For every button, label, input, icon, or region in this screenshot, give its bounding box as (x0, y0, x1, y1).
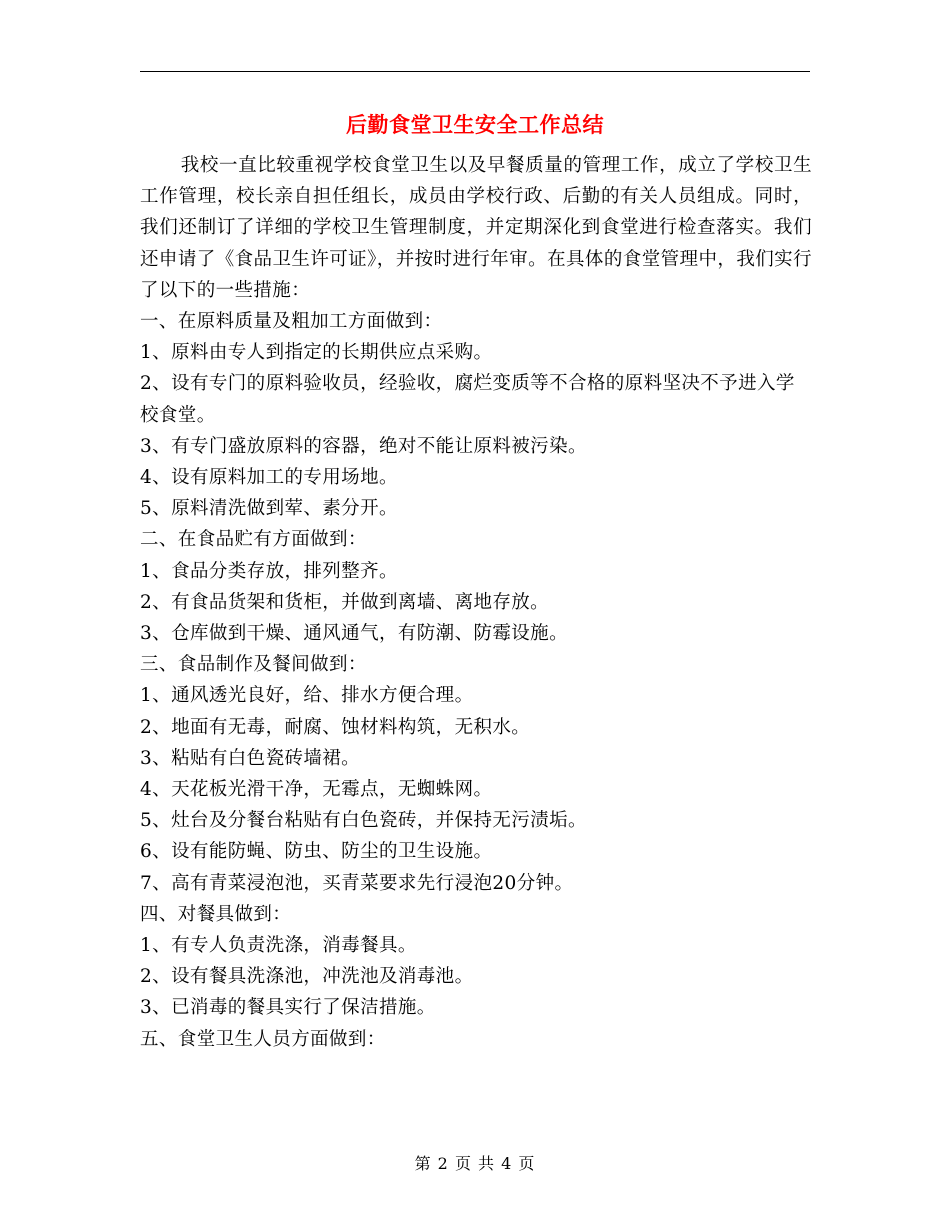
footer-prefix: 第 (414, 1154, 432, 1173)
list-item: 1、通风透光良好，给、排水方便合理。 (140, 685, 474, 707)
page-footer (0, 1152, 950, 1176)
section-heading: 二、在食品贮有方面做到： (140, 529, 367, 551)
section-heading: 四、对餐具做到： (140, 903, 292, 925)
document-body (140, 150, 812, 1055)
list-item: 3、粘贴有白色瓷砖墙裙。 (140, 747, 361, 769)
list-item: 6、设有能防蝇、防虫、防尘的卫生设施。 (140, 841, 493, 863)
list-item: 3、有专门盛放原料的容器，绝对不能让原料被污染。 (140, 435, 587, 457)
list-item: 3、已消毒的餐具实行了保洁措施。 (140, 997, 436, 1019)
header-rule (140, 71, 810, 72)
list-item: 7、高有青菜浸泡池，买青菜要求先行浸泡20分钟。 (140, 872, 574, 894)
document-title: 后勤食堂卫生安全工作总结 (346, 112, 604, 137)
list-item: 3、仓库做到干燥、通风通气，有防潮、防霉设施。 (140, 623, 568, 645)
footer-page-number: 2 (437, 1154, 449, 1173)
list-item: 5、灶台及分餐台粘贴有白色瓷砖，并保持无污渍垢。 (140, 810, 587, 832)
section-heading: 一、在原料质量及粗加工方面做到： (140, 311, 443, 333)
section-heading: 三、食品制作及餐间做到： (140, 654, 367, 676)
intro-paragraph: 我校一直比较重视学校食堂卫生以及早餐质量的管理工作，成立了学校卫生工作管理，校长亲自担任组长，成员由学校行政、后勤的有关人员组成。同时，我们还制订了详细的学校卫生管理制度，并定期深化到食堂进行检查落实。我们还申请了《食品卫生许可证》，并按时进行年审。在具体的食堂管理中，我们实行了以下的一些措施： (140, 155, 812, 301)
list-item: 2、设有餐具洗涤池，冲洗池及消毒池。 (140, 966, 474, 988)
footer-total-pages: 4 (501, 1154, 513, 1173)
list-item: 2、地面有无毒，耐腐、蚀材料构筑，无积水。 (140, 716, 531, 738)
footer-suffix: 页 (518, 1154, 536, 1173)
footer-middle: 页 共 (454, 1154, 496, 1173)
list-item: 1、有专人负责洗涤，消毒餐具。 (140, 935, 417, 957)
section-heading: 五、食堂卫生人员方面做到： (140, 1028, 386, 1050)
list-item: 1、原料由专人到指定的长期供应点采购。 (140, 342, 493, 364)
list-item: 4、天花板光滑干净，无霉点，无蜘蛛网。 (140, 779, 493, 801)
list-item: 4、设有原料加工的专用场地。 (140, 467, 398, 489)
list-item: 2、有食品货架和货柜，并做到离墙、离地存放。 (140, 591, 550, 613)
list-item: 5、原料清洗做到荤、素分开。 (140, 498, 398, 520)
list-item: 1、食品分类存放，排列整齐。 (140, 560, 398, 582)
list-item: 2、设有专门的原料验收员，经验收，腐烂变质等不合格的原料坚决不予进入学校食堂。 (140, 373, 795, 426)
